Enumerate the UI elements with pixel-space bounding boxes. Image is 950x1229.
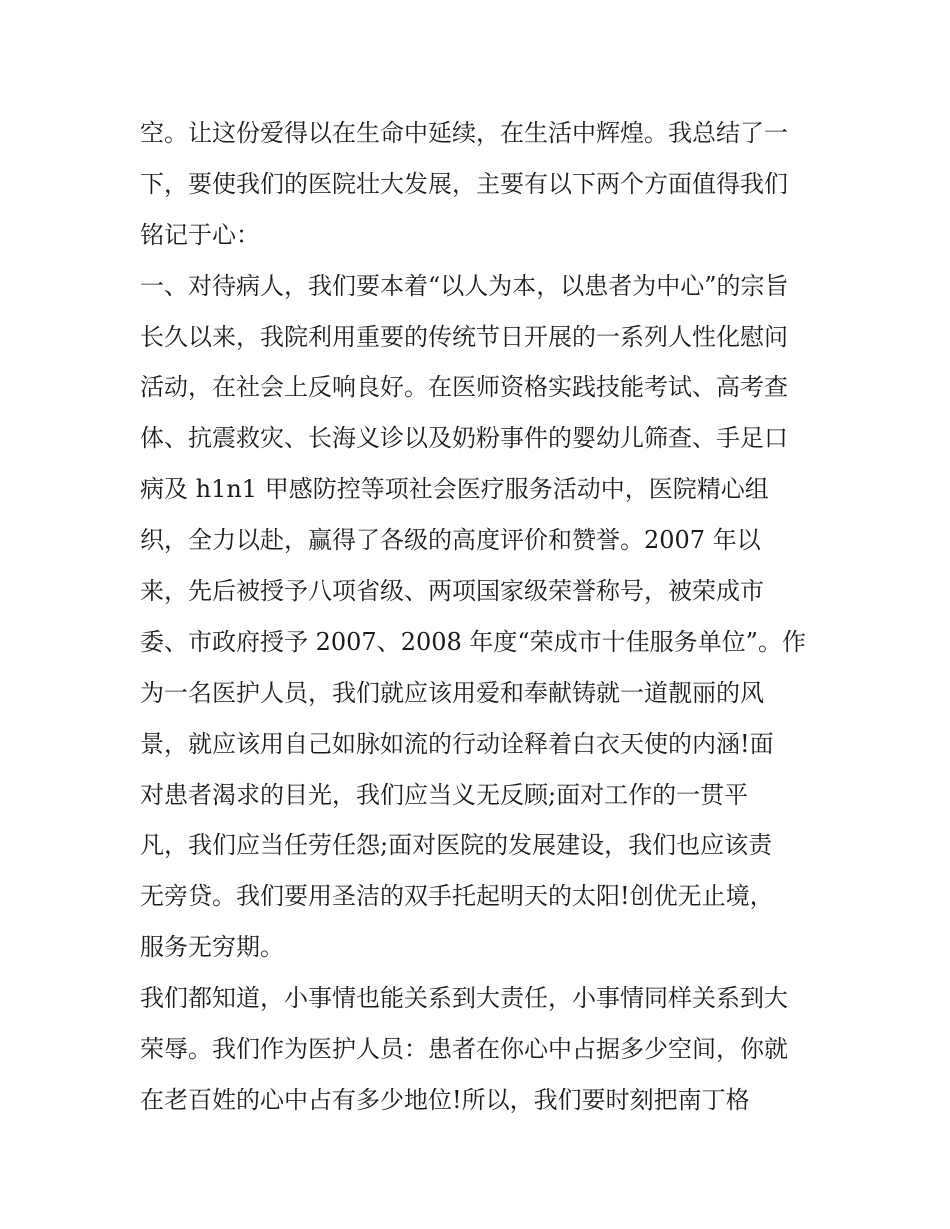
text-line: 荣辱。我们作为医护人员：患者在你心中占据多少空间，你就 <box>140 1035 788 1064</box>
text-line: 我们都知道，小事情也能关系到大责任，小事情同样关系到大 <box>140 984 788 1013</box>
text-line: 活动，在社会上反响良好。在医师资格实践技能考试、高考查 <box>140 373 788 402</box>
text-line: 体、抗震救灾、长海义诊以及奶粉事件的婴幼儿筛查、手足口 <box>140 424 788 453</box>
text-line: 委、市政府授予 2007、2008 年度“荣成市十佳服务单位”。作 <box>140 627 806 656</box>
text-line: 对患者渴求的目光，我们应当义无反顾;面对工作的一贯平 <box>140 780 749 809</box>
text-line: 一、对待病人，我们要本着“以人为本，以患者为中心”的宗旨 <box>140 271 789 300</box>
text-line: 下，要使我们的医院壮大发展，主要有以下两个方面值得我们 <box>140 169 788 198</box>
text-line: 织，全力以赴，赢得了各级的高度评价和赞誉。2007 年以 <box>140 526 761 555</box>
text-line: 服务无穷期。 <box>140 933 284 962</box>
text-line: 在老百姓的心中占有多少地位!所以，我们要时刻把南丁格 <box>140 1085 750 1114</box>
text-line: 来，先后被授予八项省级、两项国家级荣誉称号，被荣成市 <box>140 577 764 606</box>
text-line: 铭记于心： <box>140 220 260 249</box>
text-line: 病及 h1n1 甲感防控等项社会医疗服务活动中，医院精心组 <box>140 475 769 504</box>
text-line: 凡，我们应当任劳任怨;面对医院的发展建设，我们也应该责 <box>140 831 773 860</box>
body-text <box>140 108 820 1126</box>
text-line: 无旁贷。我们要用圣洁的双手托起明天的太阳!创优无止境， <box>140 882 774 911</box>
text-line: 长久以来，我院利用重要的传统节日开展的一系列人性化慰问 <box>140 322 788 351</box>
text-line: 空。让这份爱得以在生命中延续，在生活中辉煌。我总结了一 <box>140 119 788 147</box>
text-line: 为一名医护人员，我们就应该用爱和奉献铸就一道靓丽的风 <box>140 678 764 707</box>
text-line: 景，就应该用自己如脉如流的行动诠释着白衣天使的内涵!面 <box>140 729 774 758</box>
